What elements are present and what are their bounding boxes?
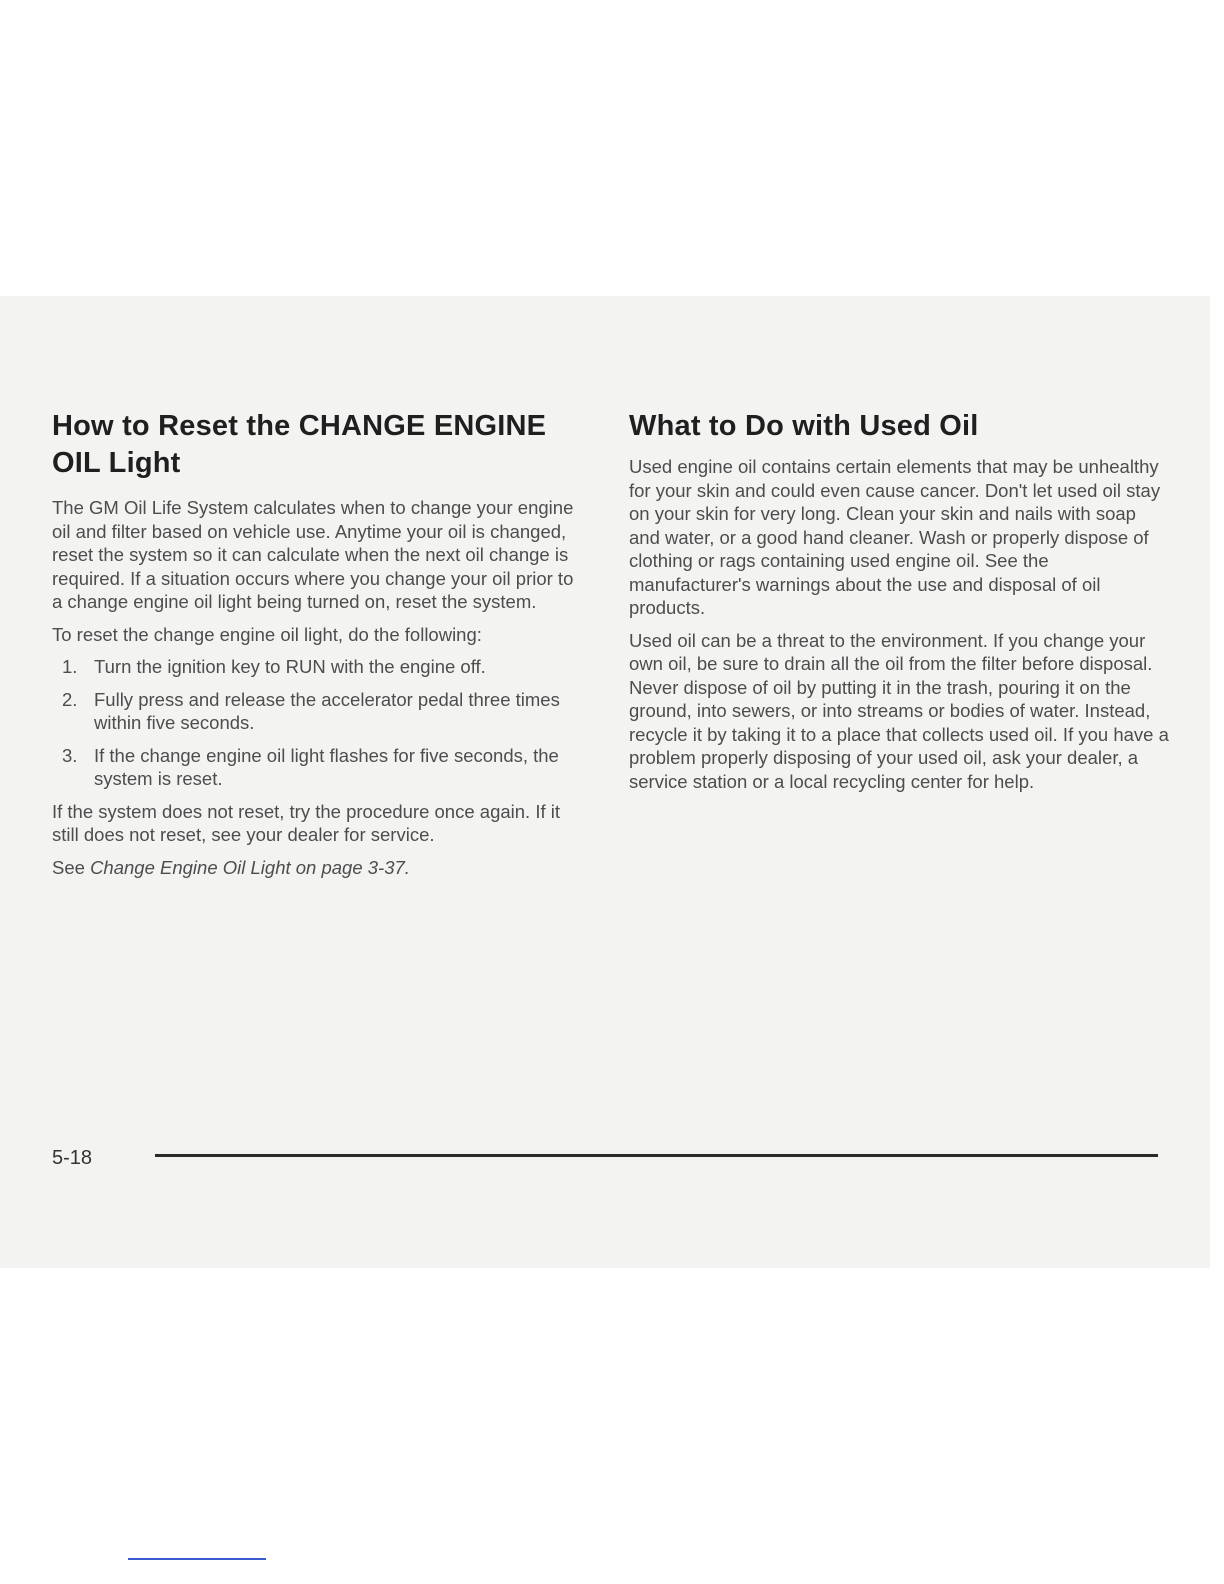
steps-intro: To reset the change engine oil light, do the following: — [52, 623, 482, 645]
cross-reference — [52, 856, 582, 880]
section-heading-reset: How to Reset the CHANGE ENGINE OIL Light — [52, 410, 547, 479]
step-text: Fully press and release the accelerator pedal three times within five seconds. — [94, 688, 560, 733]
step-text: Turn the ignition key to RUN with the engine off. — [94, 656, 486, 677]
step-number: 1. — [62, 656, 78, 677]
page-number: 5-18 — [52, 1147, 93, 1169]
list-item — [52, 688, 582, 735]
used-oil-section — [629, 408, 1169, 802]
fallback-paragraph: If the system does not reset, try the procedure once again. If it still does not reset, see your dealer for service. — [52, 800, 560, 845]
cross-reference-link[interactable]: Change Engine Oil Light on page 3-37. — [90, 856, 410, 878]
step-number: 2. — [62, 688, 78, 710]
list-item — [52, 655, 582, 679]
used-oil-paragraph-2: Used oil can be a threat to the environment. If you change your own oil, be sure to drain all the oil from the filter before disposal. Never dispose of oil by putting it in the trash, pouring it on the ground, into sewers, or into streams or bodies of water. Instead, recycle it by taking it to a place that collects used oil. If you have a problem properly disposing of your used oil, ask your dealer, a service station or a local recycling center for help. — [629, 629, 1169, 792]
see-prefix: See — [52, 856, 91, 878]
footer-divider — [155, 1154, 1158, 1157]
list-item — [52, 744, 582, 791]
steps-list — [52, 655, 582, 791]
used-oil-paragraph-1: Used engine oil contains certain elements that may be unhealthy for your skin and could even cause cancer. Don't let used oil stay on your skin for very long. Clean your skin and nails with soap and water, or a good hand cleaner. Wash or properly dispose of clothing or rags containing used engine oil. See the manufacturer's warnings about the use and disposal of oil products. — [629, 456, 1161, 618]
section-heading-used-oil: What to Do with Used Oil — [629, 410, 979, 442]
step-number: 3. — [62, 744, 78, 766]
reset-oil-light-section — [52, 408, 582, 888]
step-text: If the change engine oil light flashes for five seconds, the system is reset. — [94, 744, 559, 789]
link-underline — [128, 1558, 266, 1560]
intro-paragraph: The GM Oil Life System calculates when to change your engine oil and filter based on vehicle use. Anytime your oil is changed, reset the system so it can calculate when the next oil change is required. If a situation occurs where you change your oil prior to a change engine oil light being turned on, reset the system. — [52, 497, 574, 612]
